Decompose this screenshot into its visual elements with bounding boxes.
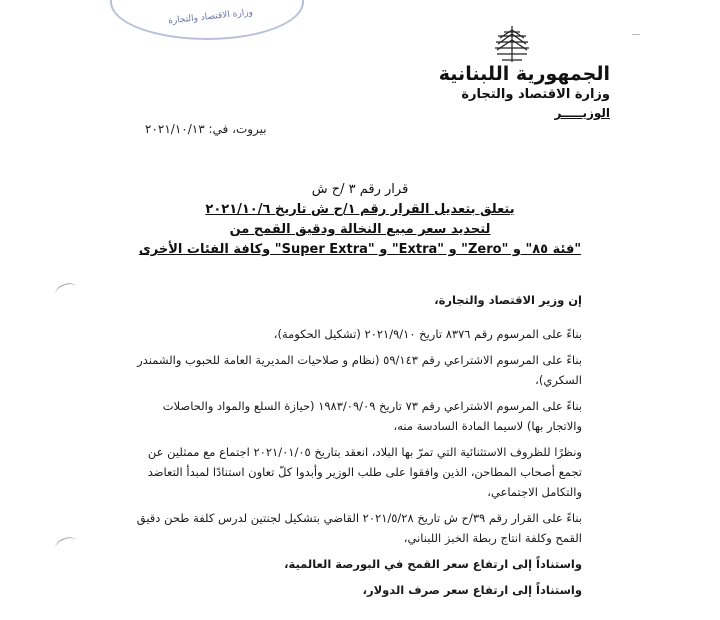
decision-subject-line-3: "فئة ٨٥" و "Zero" و "Extra" و "Super Extra" وكافة الفئات الأخرى <box>138 242 582 257</box>
letterhead <box>439 62 610 122</box>
decision-title <box>130 180 590 260</box>
body-paragraph: بناءً على المرسوم الاشتراعي رقم ٧٣ تاريخ ١٩٨٣/٠٩/٠٩ (حيازة السلع والمواد والحاصلات والاتجار بها) لاسيما المادة السادسة منه، <box>162 399 582 433</box>
republic-title: الجمهورية اللبنانية <box>438 63 610 85</box>
body-paragraph: واستناداً إلى ارتفاع سعر صرف الدولار، <box>362 583 582 597</box>
seal-text: وزارة الاقتصاد والتجارة <box>167 7 254 27</box>
scan-artifact <box>632 34 640 35</box>
body-intro: إن وزير الاقتصاد والتجارة، <box>434 293 582 307</box>
document-body <box>130 290 582 606</box>
ministry-title: وزارة الاقتصاد والتجارة <box>461 87 610 102</box>
body-paragraph: بناءً على المرسوم رقم ٨٣٧٦ تاريخ ٢٠٢١/٩/١٠ (تشكيل الحكومة)، <box>273 327 582 341</box>
body-paragraph: واستناداً إلى ارتفاع سعر القمح في البورصة العالمية، <box>284 557 582 571</box>
decision-subject-line-2: لتحديد سعر مبيع النخالة ودقيق القمح من <box>229 222 491 237</box>
margin-mark <box>53 281 78 301</box>
body-paragraph: بناءً على القرار رقم ٣٩/ح ش تاريخ ٢٠٢١/٥/٢٨ القاضي بتشكيل لجنتين لدرس كلفة طحن دقيق القمح وكلفة انتاج ربطة الخبز اللبناني، <box>136 511 582 545</box>
decision-number: قرار رقم ٣ /ح ش <box>311 182 409 197</box>
minister-title: الوزيـــــر <box>554 106 610 120</box>
margin-mark <box>53 535 78 555</box>
body-paragraph: بناءً على المرسوم الاشتراعي رقم ٥٩/١٤٣ (نظام و صلاحيات المديرية العامة للحبوب والشمندر السكري)، <box>137 353 582 387</box>
dateline: بيروت، في: ٢٠٢١/١٠/١٣ <box>145 122 267 136</box>
body-paragraph: ونظرًا للظروف الاستثنائية التي تمرّ بها البلاد، انعقد بتاريخ ٢٠٢١/٠١/٠٥ اجتماع مع ممثلين عن تجمع أصحاب المطاحن، الذين وافقوا على طلب الوزير وأبدوا كلّ تعاون استنادًا لمبدأ التعاضد والتكامل الاجتماعي، <box>147 445 582 499</box>
decision-subject-line-1: يتعلق بتعديل القرار رقم ١/ح ش تاريخ ٢٠٢١/١٠/٦ <box>205 202 515 217</box>
